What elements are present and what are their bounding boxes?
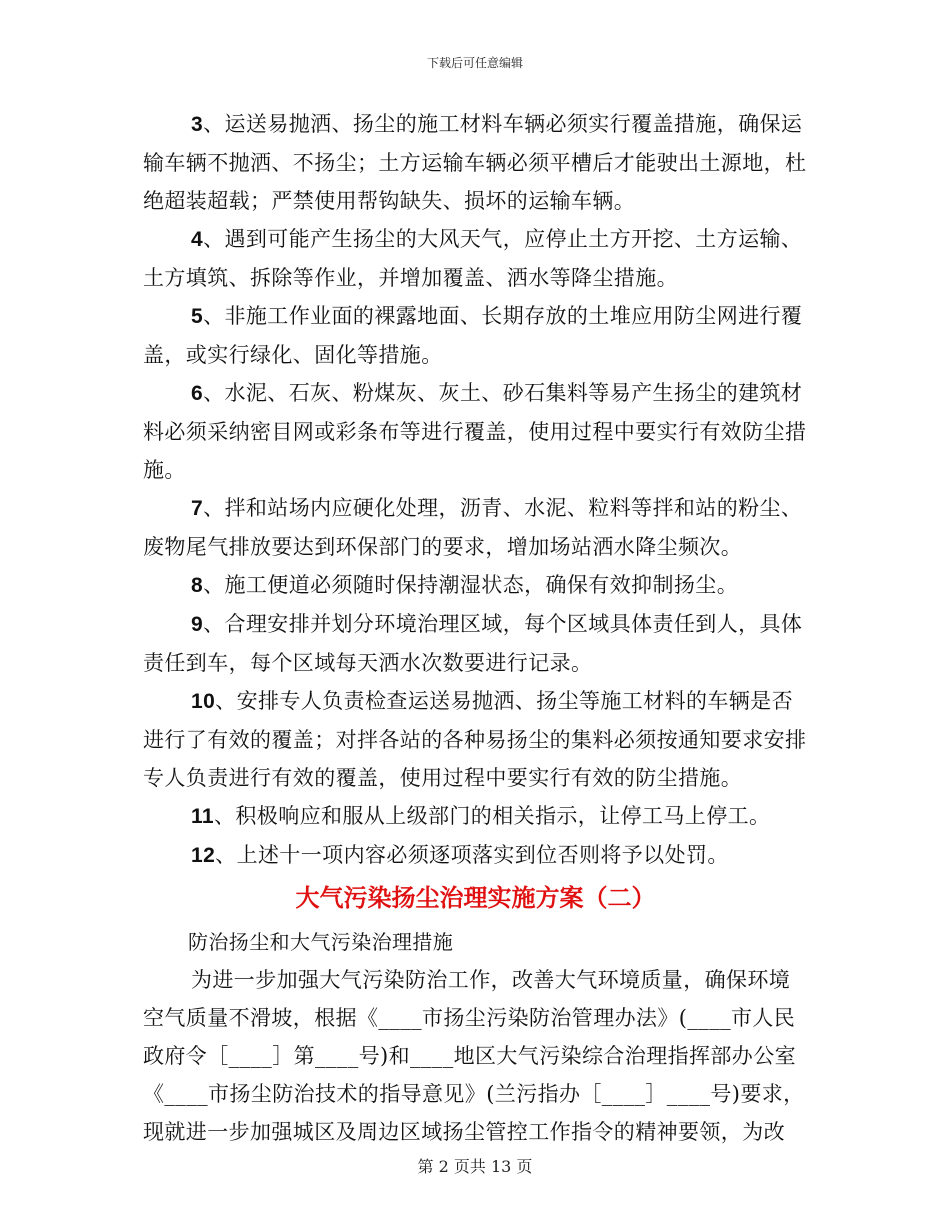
list-item-11 [143, 797, 808, 836]
item-text: 、运送易抛洒、扬尘的施工材料车辆必须实行覆盖措施，确保运输车辆不抛洒、不扬尘；土方运输车辆必须平槽后才能驶出土源地，杜绝超装超载；严禁使用帮钩缺失、损坏的运输车辆。 [143, 112, 807, 213]
list-item-7 [143, 489, 808, 566]
item-text: 、遇到可能产生扬尘的大风天气，应停止土方开挖、土方运输、土方填筑、拆除等作业，并增加覆盖、洒水等降尘措施。 [143, 227, 803, 290]
item-number: 8 [191, 574, 204, 597]
item-number: 4 [191, 228, 204, 251]
list-item-8 [143, 566, 808, 605]
item-text: 、水泥、石灰、粉煤灰、灰土、砂石集料等易产生扬尘的建筑材料必须采纳密目网或彩条布等进行覆盖，使用过程中要实行有效防尘措施。 [143, 381, 807, 482]
list-item-3 [143, 105, 808, 220]
item-number: 3 [191, 113, 204, 136]
item-number: 9 [191, 613, 204, 636]
body-paragraph: 为进一步加强大气污染防治工作，改善大气环境质量，确保环境空气质量不滑坡，根据《____市扬尘污染防治管理办法》(____市人民政府令［____］第____号)和____地区大气污染综合治理指挥部办公室《____市扬尘防治技术的指导意见》(兰污指办［____］____号)要求，现就进一步加强城区及周边区域扬尘管控工作指令的精神要领，为改 [143, 968, 805, 1144]
item-number: 12 [191, 844, 216, 867]
item-text: 、施工便道必须随时保持潮湿状态，确保有效抑制扬尘。 [203, 573, 739, 597]
page-footer: 第 2 页共 13 页 [417, 1157, 533, 1176]
subheading: 防治扬尘和大气污染治理措施 [188, 930, 454, 954]
list-item-6 [143, 374, 808, 489]
item-number: 6 [191, 382, 204, 405]
item-text: 、拌和站场内应硬化处理，沥青、水泥、粒料等拌和站的粉尘、废物尾气排放要达到环保部门的要求，增加场站洒水降尘频次。 [143, 496, 803, 559]
item-text: 、积极响应和服从上级部门的相关指示，让停工马上停工。 [214, 804, 771, 828]
list-item-4 [143, 220, 808, 297]
item-text: 、合理安排并划分环境治理区域，每个区域具体责任到人，具体责任到车，每个区域每天洒水次数要进行记录。 [143, 612, 803, 675]
item-number: 11 [191, 805, 214, 828]
list-item-5 [143, 297, 808, 374]
item-number: 10 [191, 690, 216, 713]
document-body [143, 105, 808, 1151]
list-item-12 [143, 836, 808, 875]
list-item-9 [143, 605, 808, 682]
item-text: 、安排专人负责检查运送易抛洒、扬尘等施工材料的车辆是否进行了有效的覆盖；对拌各站的各种易扬尘的集料必须按通知要求安排专人负责进行有效的覆盖，使用过程中要实行有效的防尘措施。 [143, 689, 807, 790]
section-title: 大气污染扬尘治理实施方案（二） [295, 884, 656, 912]
item-text: 、上述十一项内容必须逐项落实到位否则将予以处罚。 [215, 843, 729, 867]
item-text: 、非施工作业面的裸露地面、长期存放的土堆应用防尘网进行覆盖，或实行绿化、固化等措施。 [143, 304, 803, 367]
page-header: 下载后可任意编辑 [426, 56, 523, 70]
item-number: 7 [191, 497, 204, 520]
item-number: 5 [191, 305, 204, 328]
list-item-10 [143, 682, 808, 797]
